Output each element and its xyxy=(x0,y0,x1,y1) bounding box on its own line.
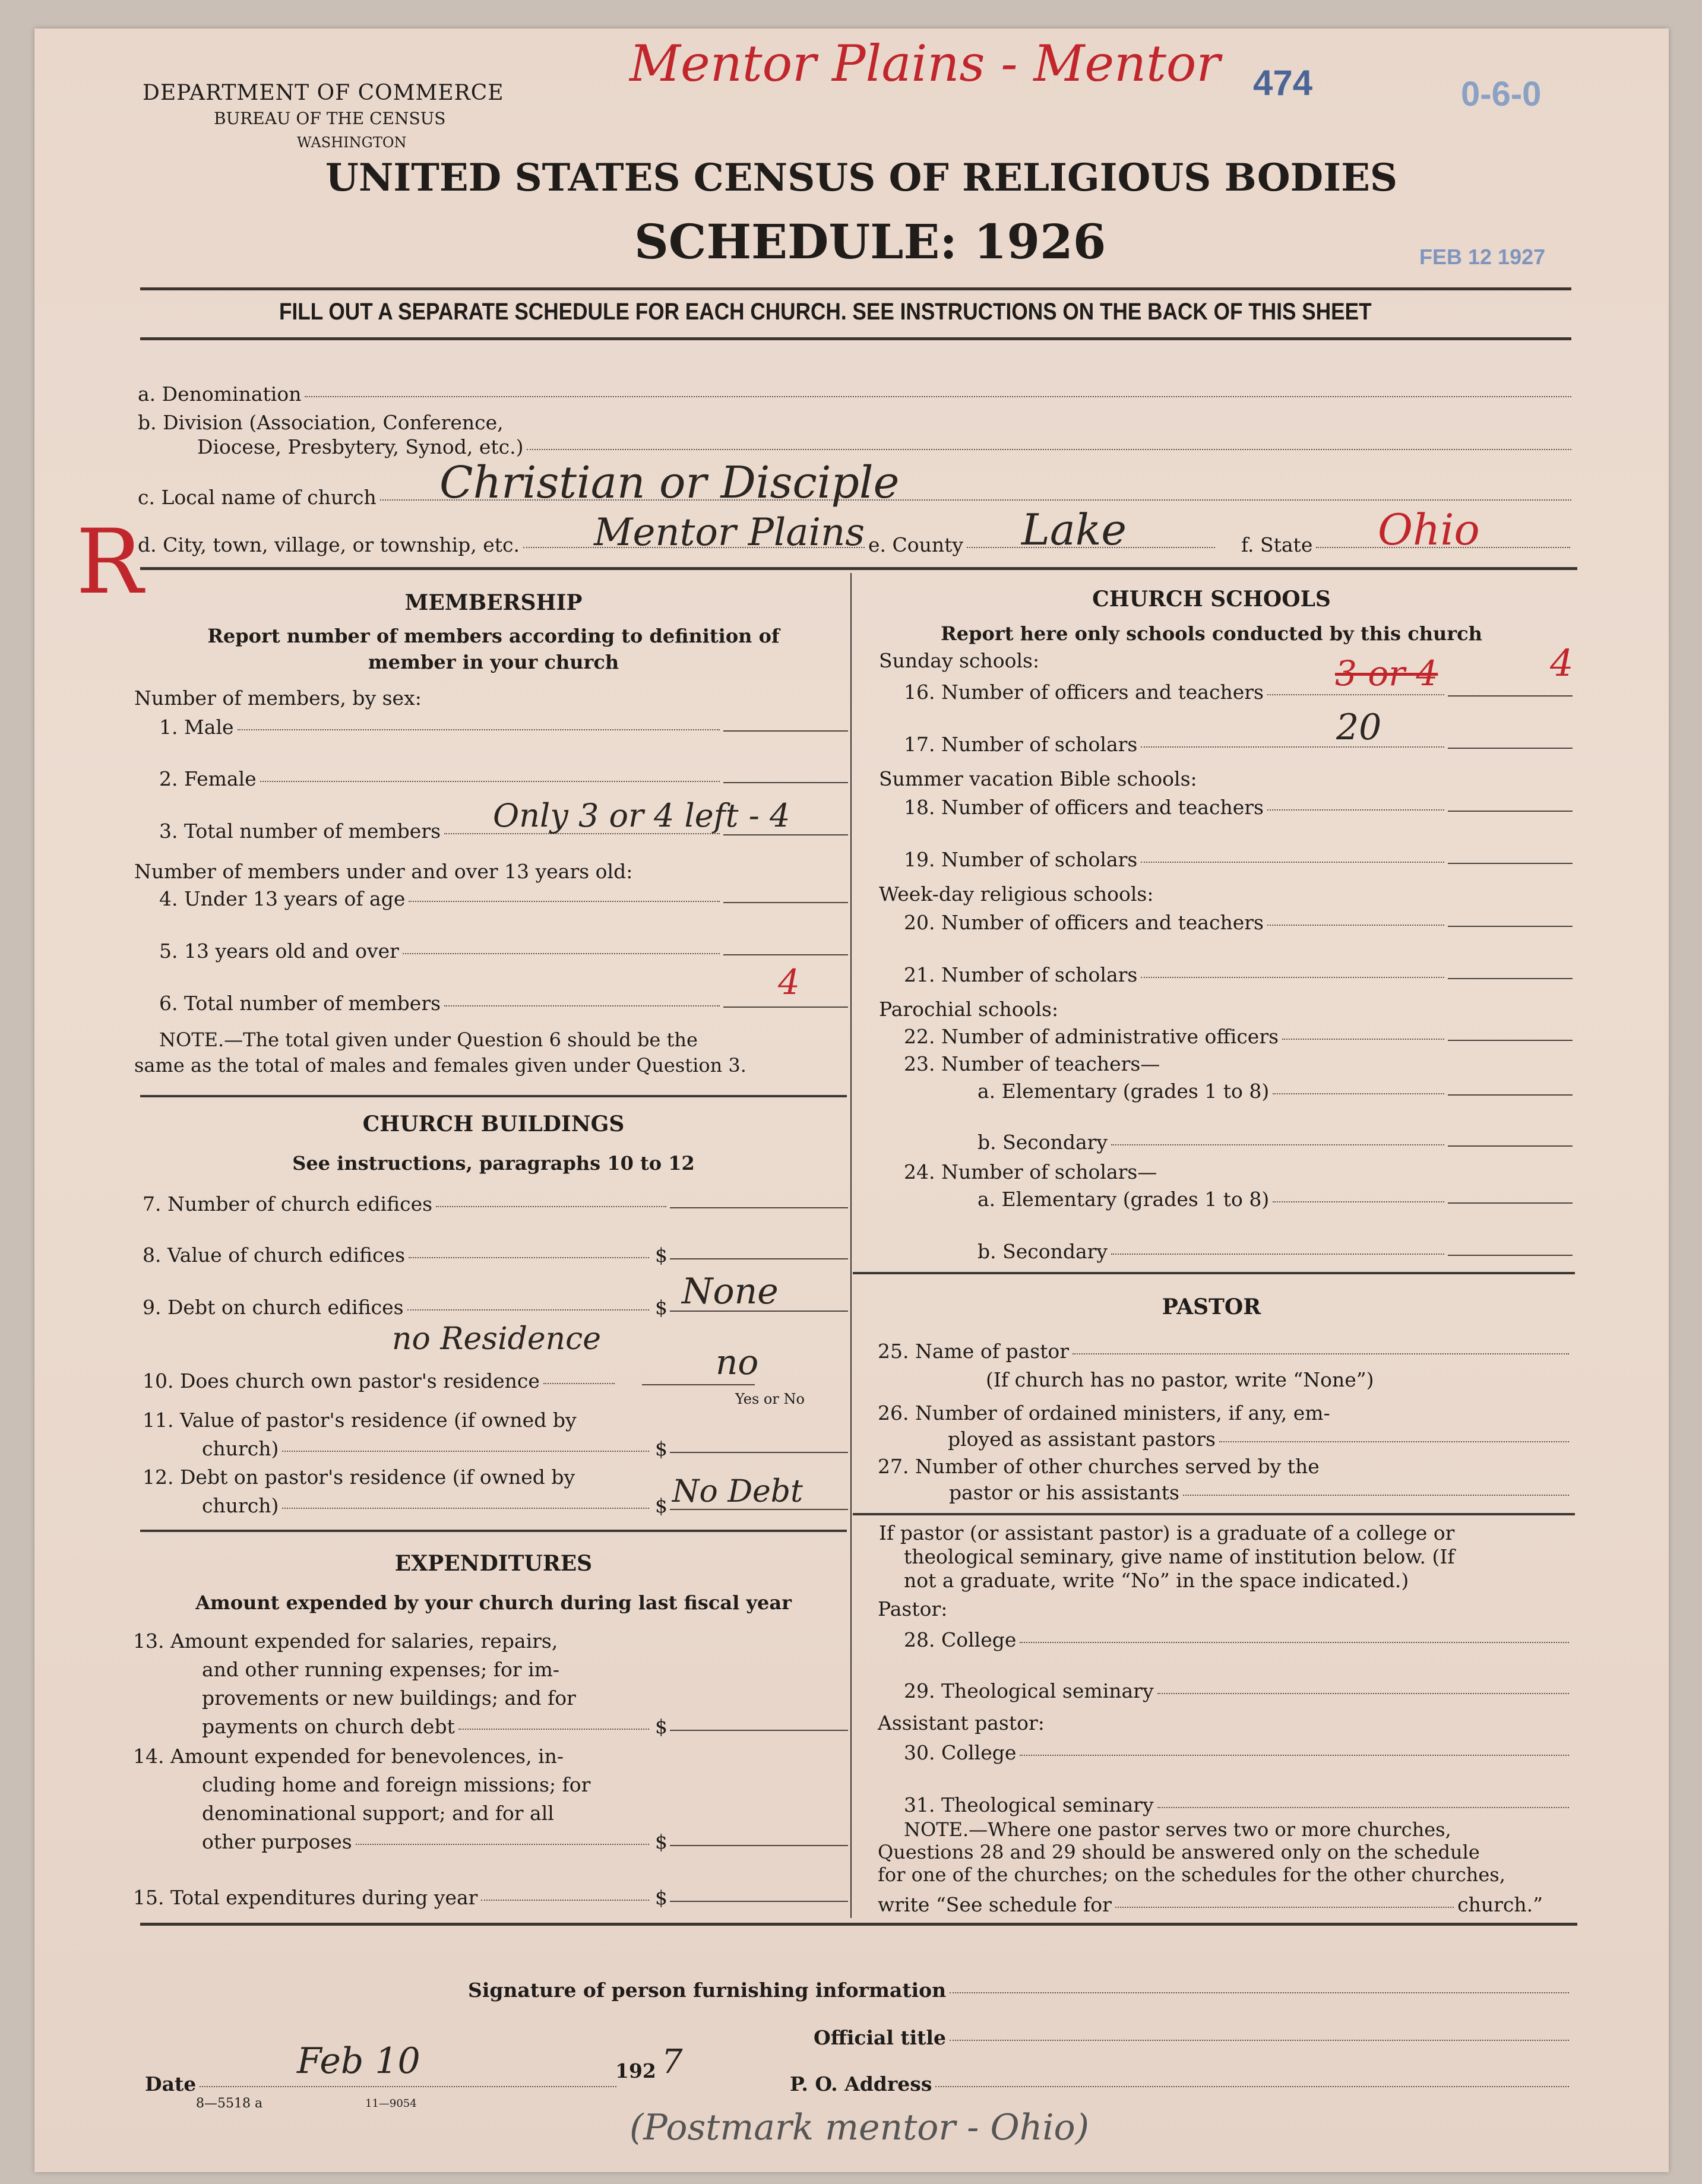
pastor-education-label: Pastor: xyxy=(878,1597,948,1620)
pastor-note-2: Questions 28 and 29 should be answered only on the schedule xyxy=(878,1841,1480,1863)
q13-line-2: and other running expenses; for im- xyxy=(202,1658,560,1681)
members-by-sex-label: Number of members, by sex: xyxy=(134,686,422,710)
pastor-note-3: for one of the churches; on the schedules for the other churches, xyxy=(878,1863,1505,1886)
edifices-debt-value: None xyxy=(682,1271,779,1312)
residence-value-label: 11. Value of pastor's residence (if owned by xyxy=(143,1408,577,1432)
total-members-field[interactable]: 6. Total number of members xyxy=(159,992,848,1015)
secondary-scholars-field[interactable]: b. Secondary xyxy=(977,1240,1573,1263)
assistant-ministers-field[interactable]: ployed as assistant pastors xyxy=(948,1427,1573,1451)
q13-line-1: 13. Amount expended for salaries, repairs, xyxy=(133,1629,558,1653)
total-members-value: 4 xyxy=(778,962,800,1002)
signature-field[interactable]: Signature of person furnishing information xyxy=(468,1979,1573,2002)
benevolences-field[interactable]: other purposes $ xyxy=(202,1830,848,1853)
yes-or-no-hint: Yes or No xyxy=(735,1391,805,1407)
county-value: Lake xyxy=(1021,505,1127,555)
department-name: DEPARTMENT OF COMMERCE xyxy=(143,81,504,105)
state-value: Ohio xyxy=(1378,505,1480,555)
expenditures-heading: EXPENDITURES xyxy=(394,1551,593,1576)
sunday-schools-label: Sunday schools: xyxy=(879,649,1040,672)
pastor-college-field[interactable]: 28. College xyxy=(904,1628,1573,1651)
scholars-label: 24. Number of scholars— xyxy=(904,1160,1157,1183)
schools-heading: CHURCH SCHOOLS xyxy=(1092,587,1331,612)
handwritten-church-title: Mentor Plains - Mentor xyxy=(629,34,1220,93)
parochial-officers-field[interactable]: 22. Number of administrative officers xyxy=(904,1025,1573,1048)
assistant-education-label: Assistant pastor: xyxy=(878,1711,1045,1734)
over-13-field[interactable]: 5. 13 years old and over xyxy=(159,939,848,963)
pastor-heading: PASTOR xyxy=(1162,1294,1261,1319)
pastor-note-1: NOTE.—Where one pastor serves two or more churches, xyxy=(904,1818,1451,1841)
male-field[interactable]: 1. Male xyxy=(159,716,848,739)
weekday-schools-label: Week-day religious schools: xyxy=(879,882,1154,906)
separate-schedule-instruction: FILL OUT A SEPARATE SCHEDULE FOR EACH CHURCH. SEE INSTRUCTIONS ON THE BACK OF THIS SHEET xyxy=(279,299,1372,325)
form-number: 8—5518 a xyxy=(196,2096,263,2111)
buildings-heading: CHURCH BUILDINGS xyxy=(362,1112,625,1137)
female-field[interactable]: 2. Female xyxy=(159,767,848,790)
weekday-scholars-field[interactable]: 21. Number of scholars xyxy=(904,963,1573,986)
schedule-year: SCHEDULE: 1926 xyxy=(634,214,1106,270)
q14-line-1: 14. Amount expended for benevolences, in- xyxy=(133,1745,564,1768)
q13-line-3: provements or new buildings; and for xyxy=(202,1686,576,1710)
owns-residence-value: no xyxy=(716,1342,759,1382)
teachers-label: 23. Number of teachers— xyxy=(904,1052,1160,1075)
print-number: 11—9054 xyxy=(365,2097,417,2110)
year-prefix: 192 xyxy=(615,2059,656,2082)
postmark-note: (Postmark mentor - Ohio) xyxy=(629,2107,1090,2148)
total-members-by-sex-field[interactable]: 3. Total number of members xyxy=(159,819,848,843)
expenditures-subheading: Amount expended by your church during last fiscal year xyxy=(195,1591,792,1614)
q14-line-2: cluding home and foreign missions; for xyxy=(202,1773,591,1796)
residence-value-field[interactable]: church) $ xyxy=(202,1437,848,1460)
date-value: Feb 10 xyxy=(297,2040,420,2082)
po-address-field[interactable]: P. O. Address xyxy=(790,2072,1573,2096)
sunday-scholars-value: 20 xyxy=(1336,707,1382,748)
received-date-stamp: FEB 12 1927 xyxy=(1419,245,1546,269)
date-field[interactable]: Date xyxy=(145,2072,620,2096)
assistant-ministers-label: 26. Number of ordained ministers, if any, em- xyxy=(878,1401,1330,1425)
members-by-age-label: Number of members under and over 13 years old: xyxy=(134,860,633,883)
graduate-note-1: If pastor (or assistant pastor) is a graduate of a college or xyxy=(879,1521,1455,1544)
residence-debt-field[interactable]: church) $ xyxy=(202,1494,848,1517)
secondary-teachers-field[interactable]: b. Secondary xyxy=(977,1131,1573,1154)
weekday-teachers-field[interactable]: 20. Number of officers and teachers xyxy=(904,911,1573,934)
local-name-field[interactable]: c. Local name of church xyxy=(138,486,1575,509)
bureau-city: WASHINGTON xyxy=(297,134,407,151)
elementary-teachers-field[interactable]: a. Elementary (grades 1 to 8) xyxy=(977,1080,1573,1103)
sunday-scholars-field[interactable]: 17. Number of scholars xyxy=(904,733,1573,756)
pastor-none-hint: (If church has no pastor, write “None”) xyxy=(986,1368,1374,1391)
stamp-number: 474 xyxy=(1253,63,1313,103)
total-members-by-sex-value: Only 3 or 4 left - 4 xyxy=(493,797,790,834)
see-schedule-field[interactable]: write “See schedule for church.” xyxy=(878,1893,1543,1916)
form-title: UNITED STATES CENSUS OF RELIGIOUS BODIES xyxy=(325,156,1398,200)
church-edifices-count-field[interactable]: 7. Number of church edifices xyxy=(143,1192,848,1216)
summer-teachers-field[interactable]: 18. Number of officers and teachers xyxy=(904,796,1573,819)
city-field[interactable]: d. City, town, village, or township, etc. xyxy=(138,533,868,556)
membership-note-2: same as the total of males and females given under Question 3. xyxy=(134,1054,746,1077)
total-expenditures-field[interactable]: 15. Total expenditures during year $ xyxy=(133,1886,848,1909)
buildings-subheading: See instructions, paragraphs 10 to 12 xyxy=(292,1152,695,1175)
edifices-debt-field[interactable]: 9. Debt on church edifices $ xyxy=(143,1296,848,1319)
margin-mark: R xyxy=(76,511,143,614)
under-13-field[interactable]: 4. Under 13 years of age xyxy=(159,887,848,910)
parochial-schools-label: Parochial schools: xyxy=(879,998,1059,1021)
assistant-college-field[interactable]: 30. College xyxy=(904,1741,1573,1764)
local-name-value: Christian or Disciple xyxy=(439,457,900,508)
stamp-code: 0-6-0 xyxy=(1461,75,1542,113)
summer-scholars-field[interactable]: 19. Number of scholars xyxy=(904,848,1573,871)
county-field[interactable]: e. County xyxy=(868,533,1219,556)
pastor-name-field[interactable]: 25. Name of pastor xyxy=(878,1340,1573,1363)
graduate-note-3: not a graduate, write “No” in the space indicated.) xyxy=(904,1569,1409,1592)
pastor-seminary-field[interactable]: 29. Theological seminary xyxy=(904,1679,1573,1702)
sunday-teachers-value: 3 or 4 xyxy=(1335,653,1438,694)
q14-line-3: denominational support; and for all xyxy=(202,1802,554,1825)
sunday-teachers-field[interactable]: 16. Number of officers and teachers xyxy=(904,680,1573,704)
official-title-field[interactable]: Official title xyxy=(814,2026,1573,2049)
schools-subheading: Report here only schools conducted by this church xyxy=(941,622,1482,645)
residence-note: no Residence xyxy=(392,1321,602,1357)
membership-note-1: NOTE.—The total given under Question 6 should be the xyxy=(159,1028,698,1051)
city-value: Mentor Plains xyxy=(594,511,865,555)
division-field[interactable]: Diocese, Presbytery, Synod, etc.) xyxy=(197,435,1575,458)
sunday-teachers-corrected: 4 xyxy=(1550,641,1574,685)
state-field[interactable]: f. State xyxy=(1241,533,1574,556)
summer-schools-label: Summer vacation Bible schools: xyxy=(879,767,1197,790)
membership-heading: MEMBERSHIP xyxy=(404,590,583,615)
residence-debt-label: 12. Debt on pastor's residence (if owned by xyxy=(143,1466,575,1489)
bureau-name: BUREAU OF THE CENSUS xyxy=(214,109,446,128)
membership-intro-1: Report number of members according to definition of xyxy=(207,625,780,647)
owns-residence-field[interactable]: 10. Does church own pastor's residence xyxy=(143,1369,848,1392)
other-churches-field[interactable]: pastor or his assistants xyxy=(949,1481,1573,1504)
denomination-field[interactable]: a. Denomination xyxy=(138,382,1575,406)
elementary-scholars-field[interactable]: a. Elementary (grades 1 to 8) xyxy=(977,1188,1573,1211)
year-value: 7 xyxy=(662,2043,683,2081)
membership-intro-2: member in your church xyxy=(368,651,619,673)
division-label-1: b. Division (Association, Conference, xyxy=(138,411,504,434)
residence-debt-value: No Debt xyxy=(672,1474,803,1509)
assistant-seminary-field[interactable]: 31. Theological seminary xyxy=(904,1793,1573,1816)
graduate-note-2: theological seminary, give name of institution below. (If xyxy=(904,1545,1455,1568)
running-expenses-field[interactable]: payments on church debt $ xyxy=(202,1715,848,1738)
edifices-value-field[interactable]: 8. Value of church edifices $ xyxy=(143,1243,848,1267)
other-churches-label: 27. Number of other churches served by the xyxy=(878,1455,1320,1478)
